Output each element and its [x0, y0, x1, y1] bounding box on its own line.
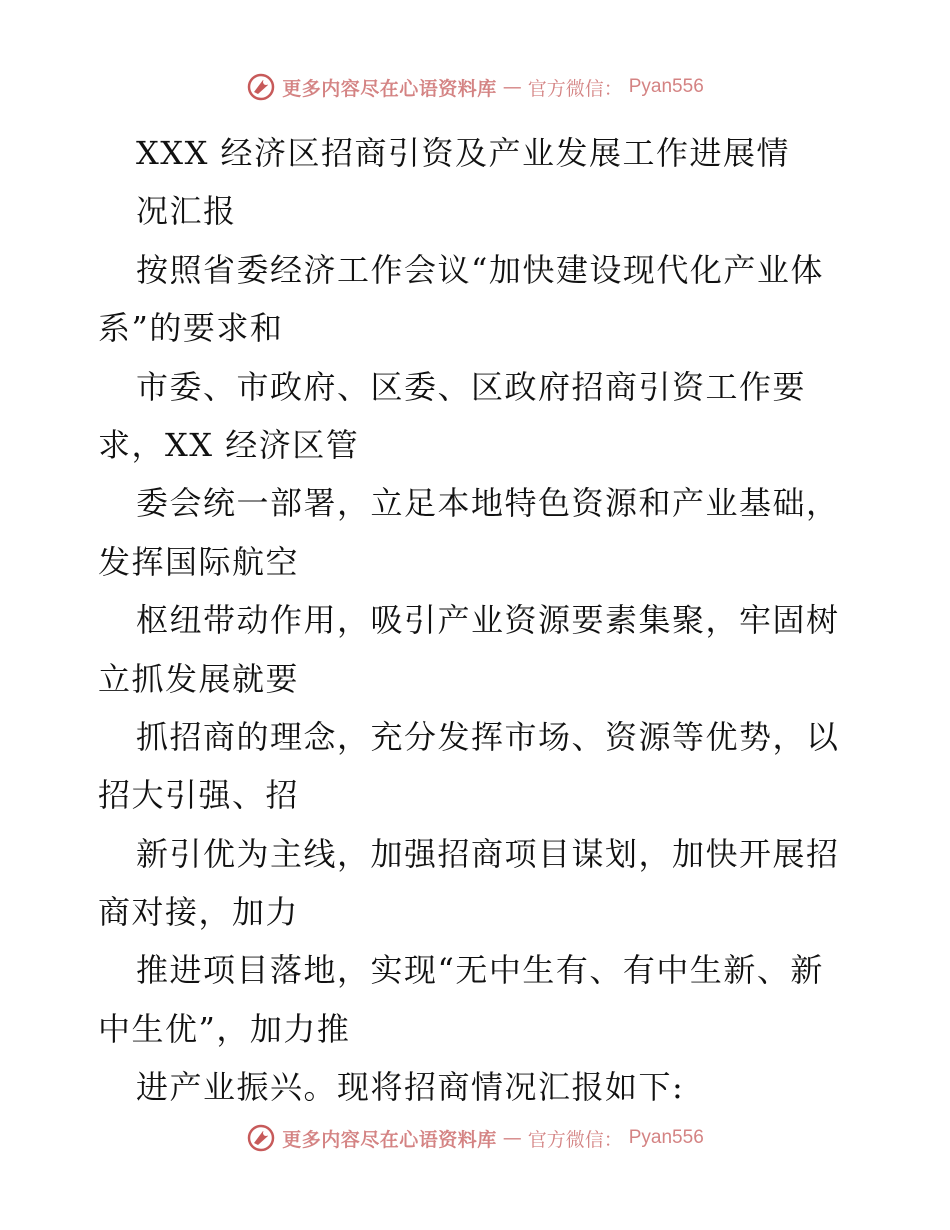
text-line: 招大引强、招 — [98, 776, 300, 815]
watermark-wechat-id: Pyan556 — [628, 76, 704, 97]
text-line: 发挥国际航空 — [98, 542, 300, 581]
title-line-2: 况汇报 — [136, 192, 237, 231]
text-line: 求，XX 经济区管 — [98, 425, 360, 464]
logo-icon — [246, 72, 276, 102]
watermark-text: 更多内容尽在心语资料库 — [282, 1128, 497, 1151]
watermark-wechat-label: 官方微信： — [527, 1128, 623, 1151]
text-line: 抓招商的理念，充分发挥市场、资源等优势，以 — [136, 717, 840, 756]
text-line: 委会统一部署，立足本地特色资源和产业基础， — [136, 484, 840, 523]
title-line-1: XXX 经济区招商引资及产业发展工作进展情 — [136, 134, 791, 172]
footer-watermark — [0, 1123, 950, 1153]
text-line: 枢纽带动作用，吸引产业资源要素集聚，牢固树 — [136, 601, 840, 640]
text-line: 新引优为主线，加强招商项目谋划，加快开展招 — [136, 834, 840, 873]
text-line: 中生优”，加力推 — [98, 1009, 351, 1048]
text-line: 立抓发展就要 — [98, 659, 300, 698]
watermark-separator: — — [502, 76, 522, 98]
watermark-wechat-id: Pyan556 — [628, 1127, 704, 1148]
text-line: 推进项目落地，实现“无中生有、有中生新、新 — [136, 951, 824, 990]
text-line: 系”的要求和 — [98, 309, 284, 348]
header-watermark — [0, 72, 950, 102]
text-line: 市委、市政府、区委、区政府招商引资工作要 — [136, 367, 807, 406]
document-body — [98, 124, 858, 1117]
logo-icon — [246, 1123, 276, 1153]
text-line: 按照省委经济工作会议“加快建设现代化产业体 — [136, 250, 824, 289]
text-line: 商对接，加力 — [98, 893, 300, 932]
watermark-separator: — — [502, 1127, 522, 1149]
text-line: 进产业振兴。现将招商情况汇报如下: — [136, 1068, 685, 1107]
watermark-text: 更多内容尽在心语资料库 — [282, 77, 497, 100]
watermark-wechat-label: 官方微信： — [527, 77, 623, 100]
